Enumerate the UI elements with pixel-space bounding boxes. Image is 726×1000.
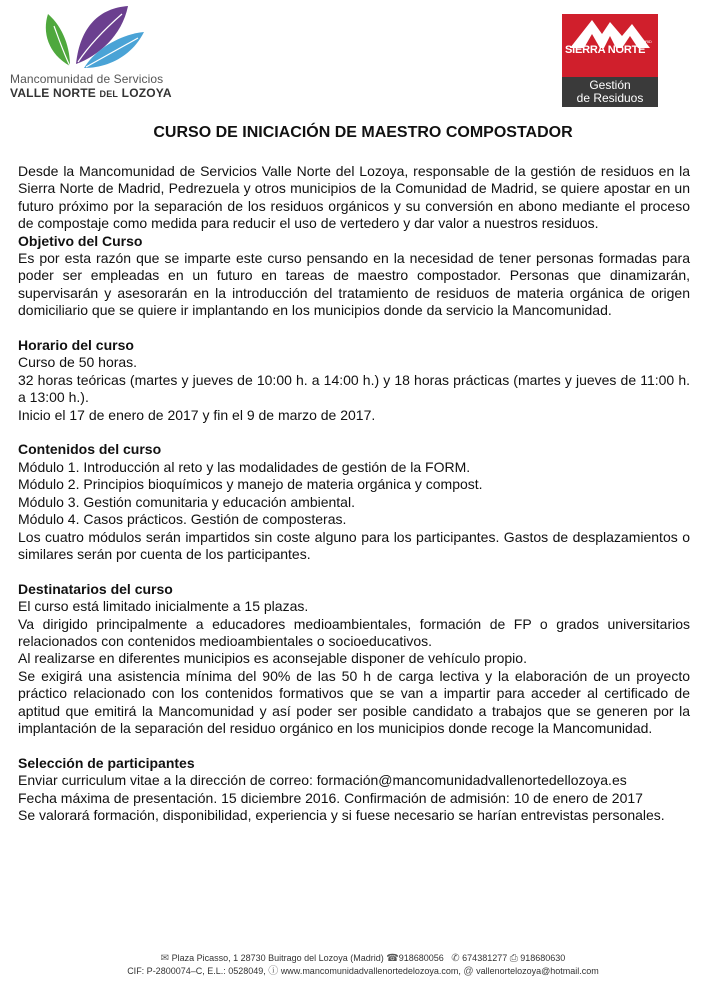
text-line: 32 horas teóricas (martes y jueves de 10:00 h. a 14:00 h.) y 18 horas prácticas (martes y jueves de 11:00 h. a 13:00 h.). [18,371,690,406]
footer-email[interactable]: vallenortelozoya@hotmail.com [476,966,599,976]
text-line: Fecha máxima de presentación. 15 diciembre 2016. Confirmación de admisión: 10 de enero de 2017 [18,789,643,806]
brand-label: Gestión de Residuos [562,77,658,107]
at-icon: @ [463,966,474,977]
mobile-icon: ✆ [451,953,460,964]
text-line: Curso de 50 horas. [18,354,138,371]
fax-icon: ⎙ [509,953,518,964]
document-body [18,163,690,824]
section-heading: Destinatarios del curso [18,580,173,597]
mail-icon: ✉ [160,953,170,964]
leaves-logo-icon [40,4,150,70]
module-item: Módulo 4. Casos prácticos. Gestión de composteras. [18,511,347,528]
footer [0,952,726,978]
section-seleccion [18,755,690,825]
text-line: Los cuatro módulos serán impartidos sin coste alguno para los participantes. Gastos de desplazamientos o similares serán por cuenta de los participantes. [18,528,690,562]
logo-subtitle: Mancomunidad de Servicios [10,72,164,86]
footer-contact-line [0,952,726,965]
footer-phone: 918680056 [398,953,444,963]
footer-mobile: 674381277 [462,953,508,963]
text-line: El curso está limitado inicialmente a 15 plazas. [18,598,309,615]
section-objetivo [18,233,690,320]
document-title: CURSO DE INICIACIÓN DE MAESTRO COMPOSTADOR [153,124,573,141]
text-line: Inicio el 17 de enero de 2017 y fin el 9 de marzo de 2017. [18,406,376,423]
text-line: Al realizarse en diferentes municipios es aconsejable disponer de vehículo propio. [18,650,527,667]
mancomunidad-logo [8,4,180,100]
text-line: Se valorará formación, disponibilidad, experiencia y si fuese necesario se harían entrevistas personales. [18,806,665,823]
section-heading: Objetivo del Curso [18,232,143,249]
footer-address: Plaza Picasso, 1 28730 Buitrago del Lozoya (Madrid) [171,953,384,963]
text-line: Se exigirá una asistencia mínima del 90% de las 50 h de carga lectiva y la elaboración de un proyecto práctico relacionado con los contenidos formativos que se van a impartir para acceder al certificado de aptitud que emitirá la Mancomunidad y así poder ser posible candidato a trabajos que se generen por la implantación de la separación del residuo orgánico en los municipios donde recoge la Mancomunidad. [18,667,690,736]
section-contenidos [18,441,690,563]
section-horario [18,337,690,424]
text-line: Va dirigido principalmente a educadores medioambientales, formación de FP o grados universitarios relacionados con contenidos medioambientales o socioeducativos. [18,615,690,649]
module-item: Módulo 1. Introducción al reto y las modalidades de gestión de la FORM. [18,458,471,475]
footer-cif: CIF: P-2800074–C, E.L.: 0528049, [127,966,266,976]
section-destinatarios [18,581,690,738]
intro-paragraph: Desde la Mancomunidad de Servicios Valle Norte del Lozoya, responsable de la gestión de residuos en la Sierra Norte de Madrid, Pedrezuela y otros municipios de la Comunidad de Madrid, se quiere apostar en un futuro próximo por la separación de los residuos orgánicos y su conversión en abono mediante el proceso de compostaje como medida para reducir el uso de vertedero y dar valor a nuestros residuos. [18,163,690,232]
footer-fax: 918680630 [520,953,566,963]
sierra-norte-logo [562,14,658,107]
brand-name: SIERRA NORTE MADRID [565,39,652,56]
footer-web[interactable]: www.mancomunidadvallenortedelozoya.com, [280,966,461,976]
module-item: Módulo 3. Gestión comunitaria y educación ambiental. [18,493,355,510]
section-heading: Horario del curso [18,337,134,354]
logo-name: VALLE NORTE DEL LOZOYA [10,86,172,100]
text-line: Enviar curriculum vitae a la dirección de correo: formación@mancomunidadvallenortedellozoya.es [18,772,627,789]
section-heading: Contenidos del curso [18,441,162,458]
section-text: Es por esta razón que se imparte este curso pensando en la necesidad de tener personas formadas para poder ser empleadas en un futuro en tareas de maestro compostador. Personas que dinamizarán, supervisarán y asesorarán en la introducción del tratamiento de residuos de materia orgánica de origen domiciliario que se quiere ir implantando en los municipios donde da servicio la Mancomunidad. [18,250,690,319]
section-heading: Selección de participantes [18,754,195,771]
phone-icon: ☎ [386,953,399,964]
info-icon: ⓘ [268,966,279,977]
footer-legal-line [0,965,726,978]
module-item: Módulo 2. Principios bioquímicos y manejo de materia orgánica y compost. [18,476,483,493]
